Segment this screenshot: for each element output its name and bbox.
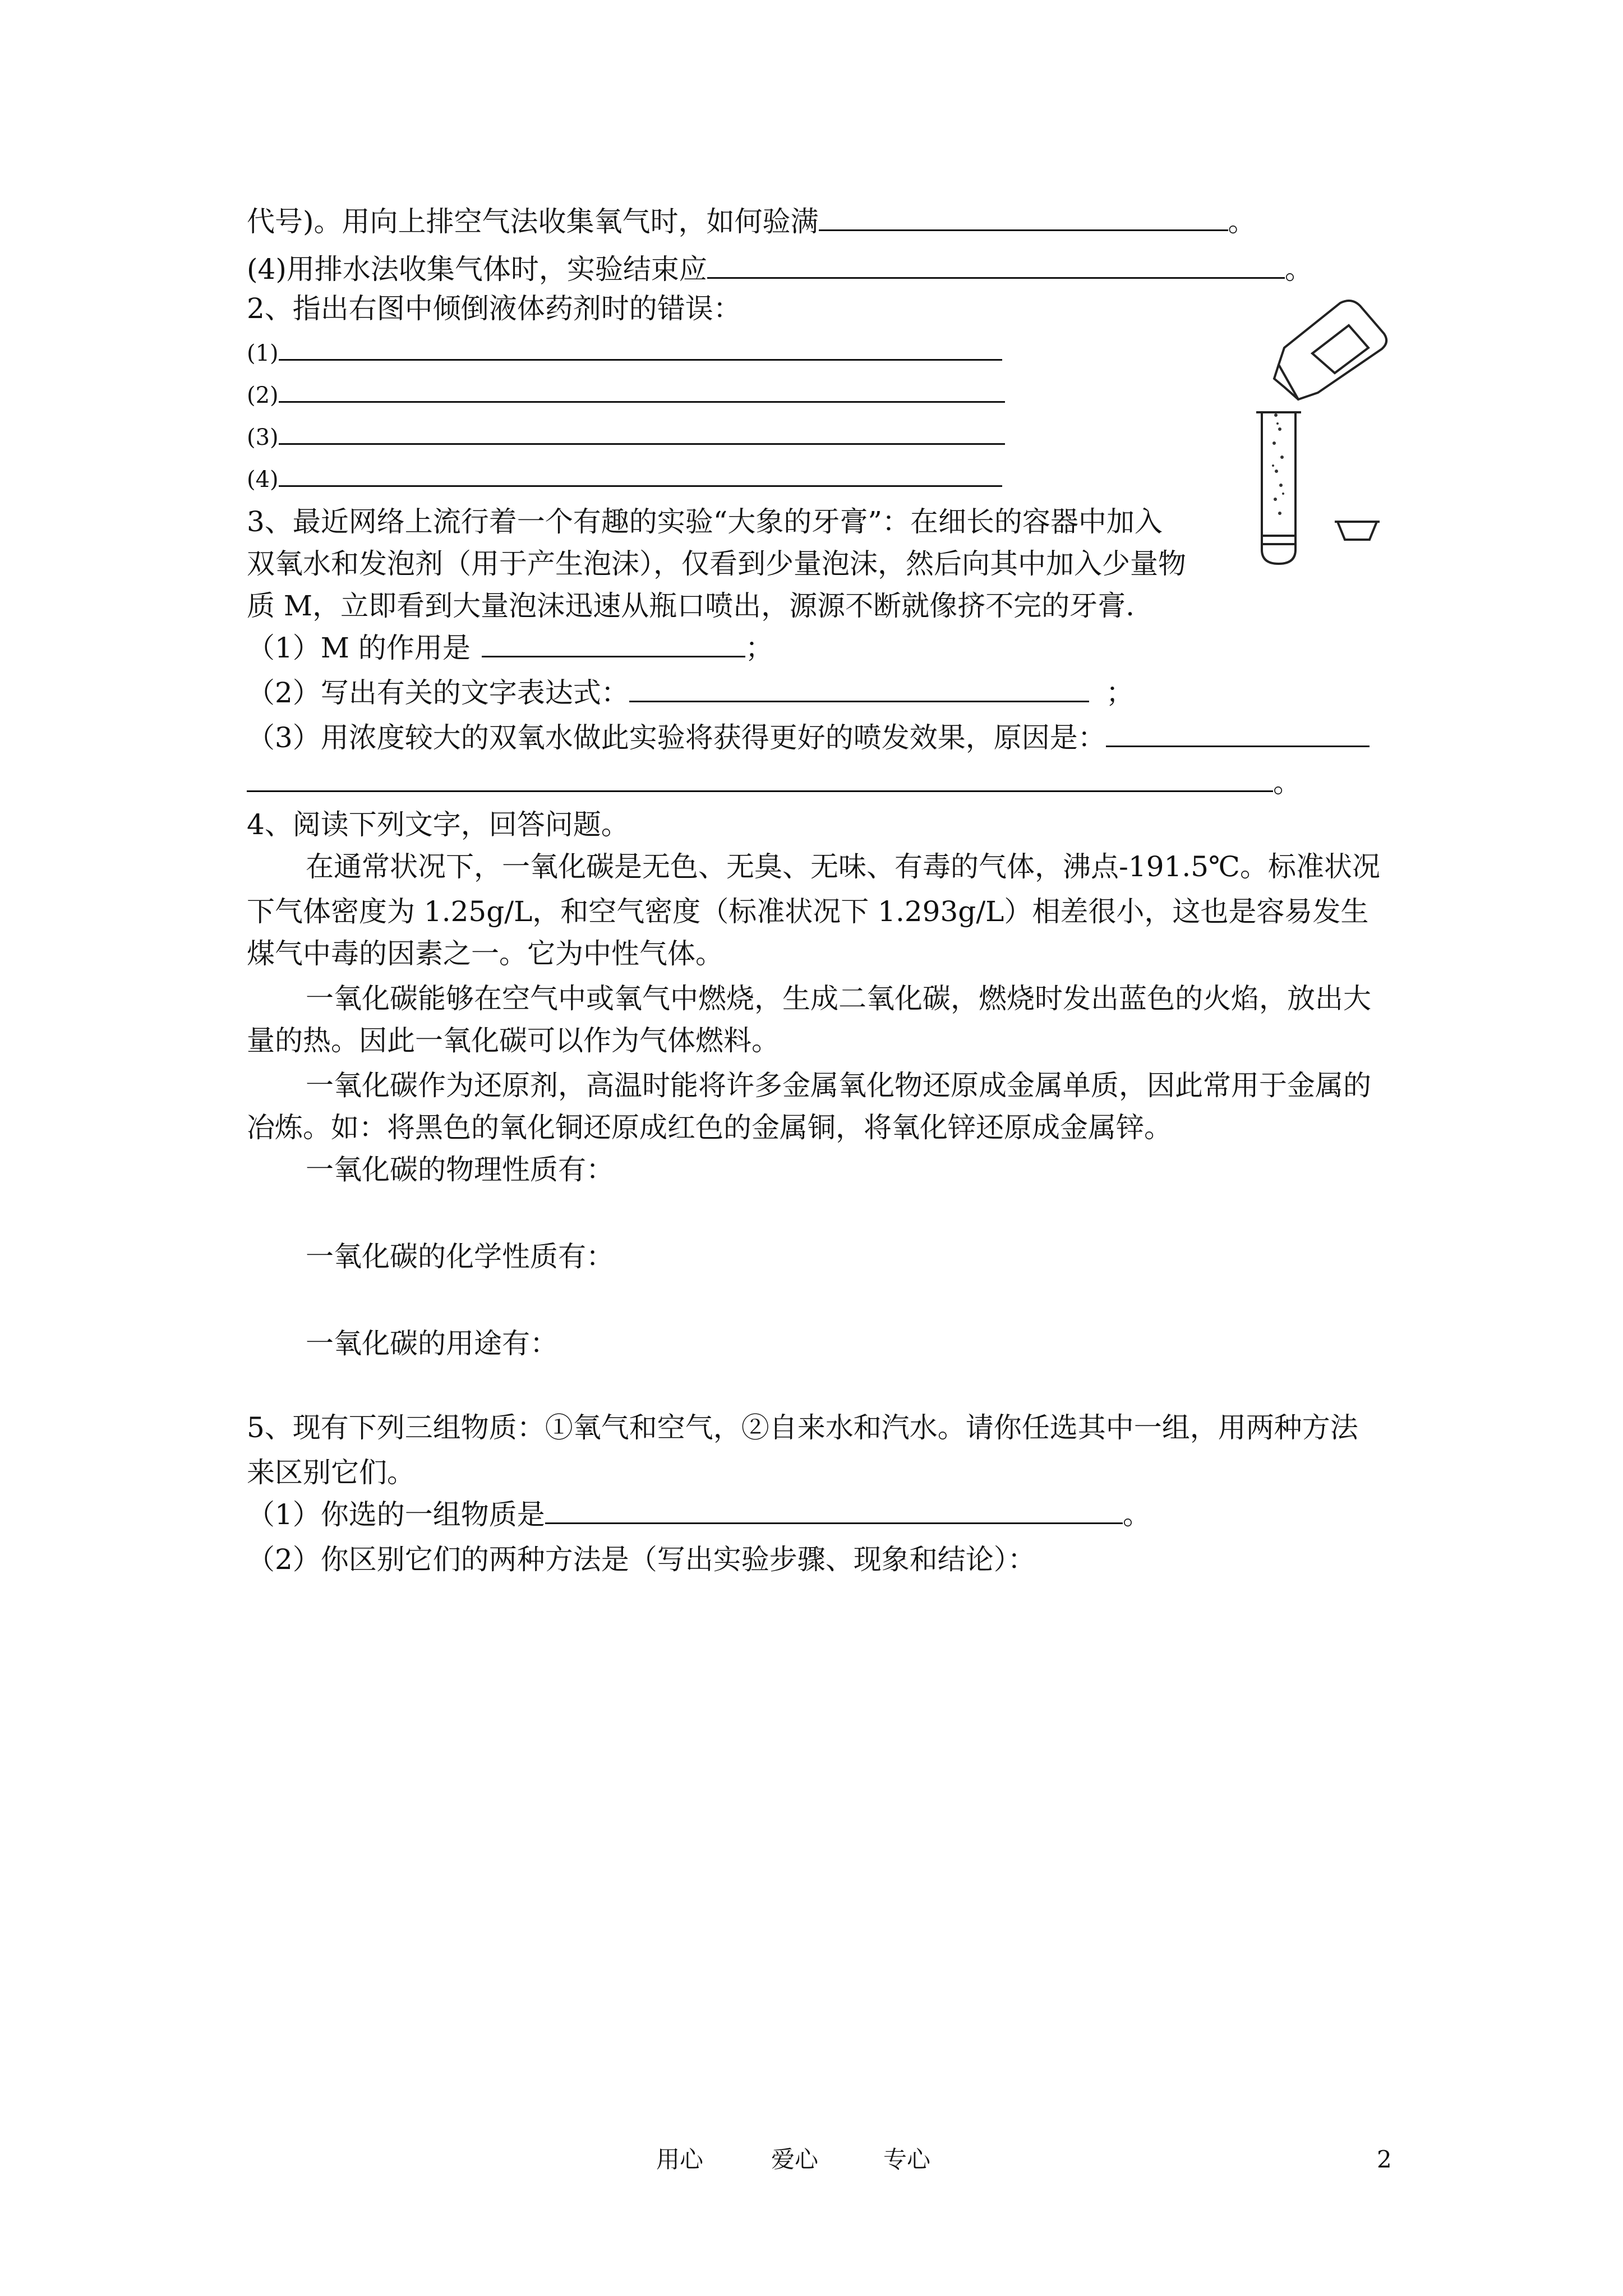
pouring-liquid-figure — [1245, 280, 1391, 583]
q1-line-1 — [247, 202, 1256, 241]
q5-sub-1-text: （1）你选的一组物质是 — [247, 1498, 545, 1531]
q3-sub-3 — [247, 718, 1370, 757]
q1-line-1-text: 代号)。用向上排空气法收集氧气时，如何验满 — [247, 205, 819, 238]
q2-item-1-label: (1) — [247, 341, 279, 366]
q4-para-1c: 煤气中毒的因素之一。它为中性气体。 — [247, 937, 723, 970]
q2-answer-blank-4[interactable] — [279, 464, 1002, 487]
q2-answer-blank-2[interactable] — [279, 380, 1005, 403]
q5-para-1: 5、现有下列三组物质：①氧气和空气，②自来水和汽水。请你任选其中一组，用两种方法 — [247, 1411, 1358, 1444]
q5-para-2: 来区别它们。 — [247, 1456, 415, 1489]
q2-item-4-label: (4) — [247, 467, 279, 493]
q1-answer-blank-1[interactable] — [819, 203, 1228, 231]
q3-answer-blank-2[interactable] — [629, 674, 1089, 702]
q3-para-1: 3、最近网络上流行着一个有趣的实验“大象的牙膏”：在细长的容器中加入 — [247, 505, 1163, 538]
q4-title: 4、阅读下列文字，回答问题。 — [247, 808, 629, 841]
q3-sub-2-end: ； — [1105, 677, 1134, 709]
q4-para-1b: 下气体密度为 1.25g/L，和空气密度（标准状况下 1.293g/L）相差很小，这也是容易发生 — [247, 895, 1369, 928]
q3-sub-1 — [247, 628, 773, 668]
test-tube-icon — [1262, 412, 1295, 564]
q4-para-3a: 一氧化碳作为还原剂，高温时能将许多金属氧化物还原成金属单质，因此常用于金属的 — [306, 1069, 1371, 1102]
bottle-label-icon — [1312, 325, 1368, 373]
q4-chemical-prompt: 一氧化碳的化学性质有： — [306, 1240, 614, 1273]
q3-para-3: 质 M，立即看到大量泡沫迅速从瓶口喷出，源源不断就像挤不完的牙膏. — [247, 590, 1135, 622]
q4-para-3b: 冶炼。如：将黑色的氧化铜还原成红色的金属铜，将氧化锌还原成金属锌。 — [247, 1111, 1172, 1144]
q3-sub-3-text: （3）用浓度较大的双氧水做此实验将获得更好的喷发效果，原因是： — [247, 721, 1106, 754]
q1-line-1-end: 。 — [1228, 205, 1256, 238]
q3-answer-blank-3b[interactable] — [247, 763, 1273, 792]
q3-sub-2-text: （2）写出有关的文字表达式： — [247, 677, 629, 709]
q5-sub-1 — [247, 1495, 1151, 1534]
q3-answer-blank-1[interactable] — [482, 629, 745, 657]
q1-line-2-text: (4)用排水法收集气体时，实验结束应 — [247, 253, 707, 286]
q2-answer-blank-3[interactable] — [279, 422, 1005, 445]
footer-motto-2: 爱心 — [771, 2146, 819, 2173]
q3-sub-3-cont — [247, 763, 1301, 802]
q3-para-2: 双氧水和发泡剂（用于产生泡沫），仅看到少量泡沫，然后向其中加入少量物 — [247, 547, 1186, 580]
q5-sub-2: （2）你区别它们的两种方法是（写出实验步骤、现象和结论）： — [247, 1543, 1036, 1576]
stopper-icon — [1338, 522, 1377, 540]
footer-motto-1: 用心 — [656, 2146, 704, 2173]
q5-sub-1-end: 。 — [1122, 1498, 1151, 1531]
q4-para-2a: 一氧化碳能够在空气中或氧气中燃烧，生成二氧化碳，燃烧时发出蓝色的火焰，放出大 — [306, 982, 1371, 1015]
q2-answer-blank-1[interactable] — [279, 338, 1002, 361]
q1-line-2-end: 。 — [1284, 253, 1313, 286]
q2-title: 2、指出右图中倾倒液体药剂时的错误： — [247, 292, 741, 325]
q2-item-4 — [247, 460, 1002, 499]
q4-physical-prompt: 一氧化碳的物理性质有： — [306, 1153, 614, 1186]
footer-motto-3: 专心 — [883, 2146, 931, 2173]
q2-item-3-label: (3) — [247, 425, 279, 450]
q2-item-2-label: (2) — [247, 383, 279, 408]
q5-answer-blank-1[interactable] — [545, 1496, 1123, 1524]
page-number: 2 — [1377, 2146, 1392, 2173]
q3-sub-3-end: 。 — [1273, 766, 1301, 799]
q2-item-2 — [247, 376, 1005, 415]
q4-para-1a: 在通常状况下，一氧化碳是无色、无臭、无味、有毒的气体，沸点-191.5℃。标准状况 — [306, 850, 1380, 883]
q3-sub-1-text: （1）M 的作用是 — [247, 632, 471, 664]
q4-uses-prompt: 一氧化碳的用途有： — [306, 1327, 558, 1360]
q3-sub-2 — [247, 673, 1134, 712]
q2-item-3 — [247, 418, 1005, 457]
q3-answer-blank-3a[interactable] — [1106, 719, 1370, 747]
q4-para-2b: 量的热。因此一氧化碳可以作为气体燃料。 — [247, 1024, 780, 1057]
falling-drops-icon — [1272, 413, 1284, 515]
q1-answer-blank-2[interactable] — [707, 250, 1285, 279]
reagent-bottle-icon — [1279, 301, 1386, 399]
q1-line-2 — [247, 250, 1313, 289]
q3-sub-1-end: ； — [745, 632, 773, 664]
q2-item-1 — [247, 334, 1002, 373]
